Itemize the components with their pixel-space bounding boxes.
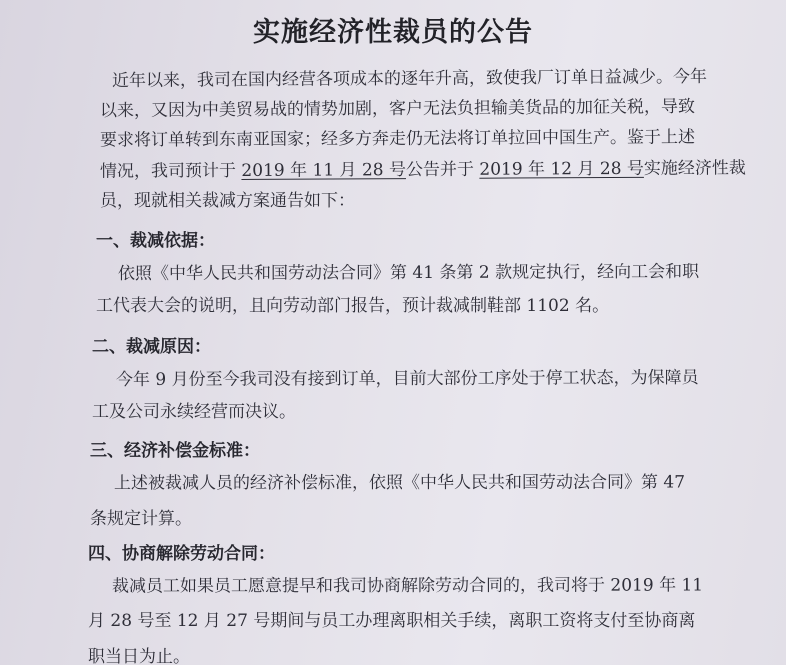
section-1-line-2: 工代表大会的说明，且向劳动部门报告，预计裁减制鞋部 1102 名。 <box>96 296 610 316</box>
section-3-heading: 三、经济补偿金标准： <box>90 441 260 461</box>
section-2-heading: 二、裁减原因： <box>92 337 211 357</box>
document-title: 实施经济性裁员的公告 <box>253 17 533 48</box>
intro-line-5: 员，现就相关裁减方案通告如下： <box>100 191 355 211</box>
section-1-line-1: 依照《中华人民共和国劳动法合同》第 41 条第 2 款规定执行，经向工会和职 <box>117 261 700 285</box>
section-4-line-2: 月 28 号至 12 月 27 号期间与员工办理离职相关手续，离职工资将支付至协商离 <box>88 611 696 631</box>
intro-line-1: 近年以来，我司在国内经营各项成本的逐年升高，致使我厂订单日益减少。今年 <box>111 66 708 92</box>
section-4-line-3: 职当日为止。 <box>88 647 190 665</box>
section-2-line-2: 工及公司永续经营而决议。 <box>92 402 296 422</box>
intro-line-4-text-c: 实施经济性裁 <box>643 158 746 179</box>
intro-line-2: 以来，又因为中美贸易战的情势加剧，客户无法负担输美货品的加征关税，导致 <box>99 96 696 122</box>
intro-line-4-text-b: 公告并于 <box>405 159 480 181</box>
section-3-line-1: 上述被裁减人员的经济补偿标准，依照《中华人民共和国劳动法合同》第 47 <box>113 472 686 494</box>
announce-date: 2019 年 11 月 28 号 <box>241 160 407 181</box>
intro-line-3: 要求将订单转到东南亚国家；经多方奔走仍无法将订单拉回中国生产。鉴于上述 <box>99 127 696 151</box>
section-3-line-2: 条规定计算。 <box>90 509 192 529</box>
section-2-line-1: 今年 9 月份至今我司没有接到订单，目前大部份工序处于停工状态，为保障员 <box>115 367 699 391</box>
section-4-line-1: 裁减员工如果员工愿意提早和我司协商解除劳动合同的，我司将于 2019 年 11 <box>111 575 704 597</box>
section-1-heading: 一、裁减依据： <box>96 231 215 251</box>
section-4-heading: 四、协商解除劳动合同： <box>88 544 275 564</box>
intro-line-4 <box>100 157 746 182</box>
implement-date: 2019 年 12 月 28 号 <box>479 158 644 180</box>
intro-line-4-text-a: 情况，我司预计于 <box>99 160 242 182</box>
